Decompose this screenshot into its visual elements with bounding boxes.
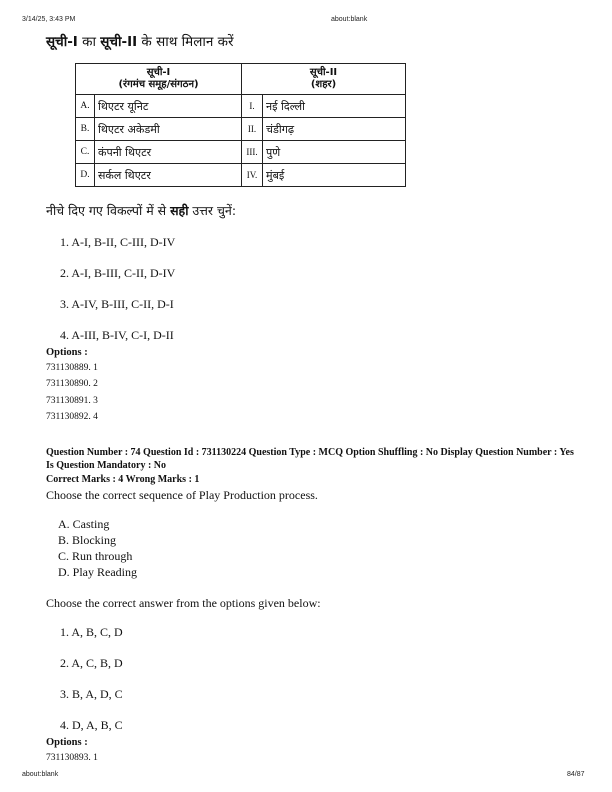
table-row (76, 95, 406, 118)
question-text: Choose the correct sequence of Play Production process. (46, 488, 318, 502)
match-table-header (76, 64, 406, 95)
group-name: थिएटर अकेडमी (95, 118, 242, 141)
row-roman: II. (242, 118, 263, 141)
choice-3: 3. A-IV, B-III, C-II, D-I (60, 297, 174, 311)
title-suffix: के साथ मिलान करें (137, 34, 234, 50)
print-page-number: 84/87 (567, 771, 585, 778)
city-name: मुंबई (263, 164, 406, 187)
sequence-item: C. Run through (58, 549, 133, 563)
option-id: 731130893. 1 (46, 753, 98, 763)
city-name: चंडीगढ़ (263, 118, 406, 141)
question-meta: Question Number : 74 Question Id : 731130224 Question Type : MCQ Option Shuffling : No Display Question Number : Yes Is Question Mandatory : No (46, 447, 574, 471)
group-name: कंपनी थिएटर (95, 141, 242, 164)
row-roman: IV. (242, 164, 263, 187)
row-letter: D. (76, 164, 95, 187)
list2-header (242, 64, 406, 95)
sequence-item: A. Casting (58, 517, 110, 531)
choice-3: 3. B, A, D, C (60, 687, 123, 701)
list1-sub: (रंगमंच समूह/संगठन) (118, 79, 199, 90)
row-letter: A. (76, 95, 95, 118)
choice-2: 2. A, C, B, D (60, 656, 123, 670)
city-name: पुणे (263, 141, 406, 164)
answer-instruction (46, 202, 236, 219)
option-id: 731130892. 4 (46, 412, 98, 422)
choice-4: 4. D, A, B, C (60, 718, 123, 732)
match-table (75, 63, 406, 187)
list1-head: सूची-I (146, 67, 171, 78)
title-list2: सूची-II (100, 34, 138, 50)
options-label: Options : (46, 347, 88, 358)
choice-2: 2. A-I, B-III, C-II, D-IV (60, 266, 176, 280)
row-letter: C. (76, 141, 95, 164)
title-connector: का (77, 34, 101, 50)
answer-instruction-en: Choose the correct answer from the options given below: (46, 596, 321, 610)
city-name: नई दिल्ली (263, 95, 406, 118)
row-letter: B. (76, 118, 95, 141)
row-roman: I. (242, 95, 263, 118)
row-roman: III. (242, 141, 263, 164)
choice-1: 1. A, B, C, D (60, 625, 123, 639)
title-list1: सूची-I (46, 34, 78, 50)
option-id: 731130891. 3 (46, 396, 98, 406)
question-title (46, 32, 234, 50)
group-name: सर्कल थिएटर (95, 164, 242, 187)
choice-1: 1. A-I, B-II, C-III, D-IV (60, 235, 176, 249)
instruction-emphasis: सही (170, 203, 189, 218)
print-footer-url: about:blank (22, 771, 59, 778)
options-label: Options : (46, 737, 88, 748)
list2-sub: (शहर) (310, 79, 337, 90)
group-name: थिएटर यूनिट (95, 95, 242, 118)
print-datetime: 3/14/25, 3:43 PM (22, 16, 76, 23)
option-id: 731130890. 2 (46, 379, 98, 389)
table-row (76, 164, 406, 187)
list2-head: सूची-II (309, 67, 338, 78)
table-row (76, 118, 406, 141)
question-marks: Correct Marks : 4 Wrong Marks : 1 (46, 474, 200, 485)
choice-4: 4. A-III, B-IV, C-I, D-II (60, 328, 174, 342)
sequence-item: B. Blocking (58, 533, 117, 547)
table-row (76, 141, 406, 164)
list1-header (76, 64, 242, 95)
instruction-end: उत्तर चुनें: (188, 203, 237, 218)
sequence-item: D. Play Reading (58, 565, 137, 579)
instruction-start: नीचे दिए गए विकल्पों में से (46, 203, 171, 218)
print-page-title: about:blank (331, 16, 368, 23)
option-id: 731130889. 1 (46, 363, 98, 373)
